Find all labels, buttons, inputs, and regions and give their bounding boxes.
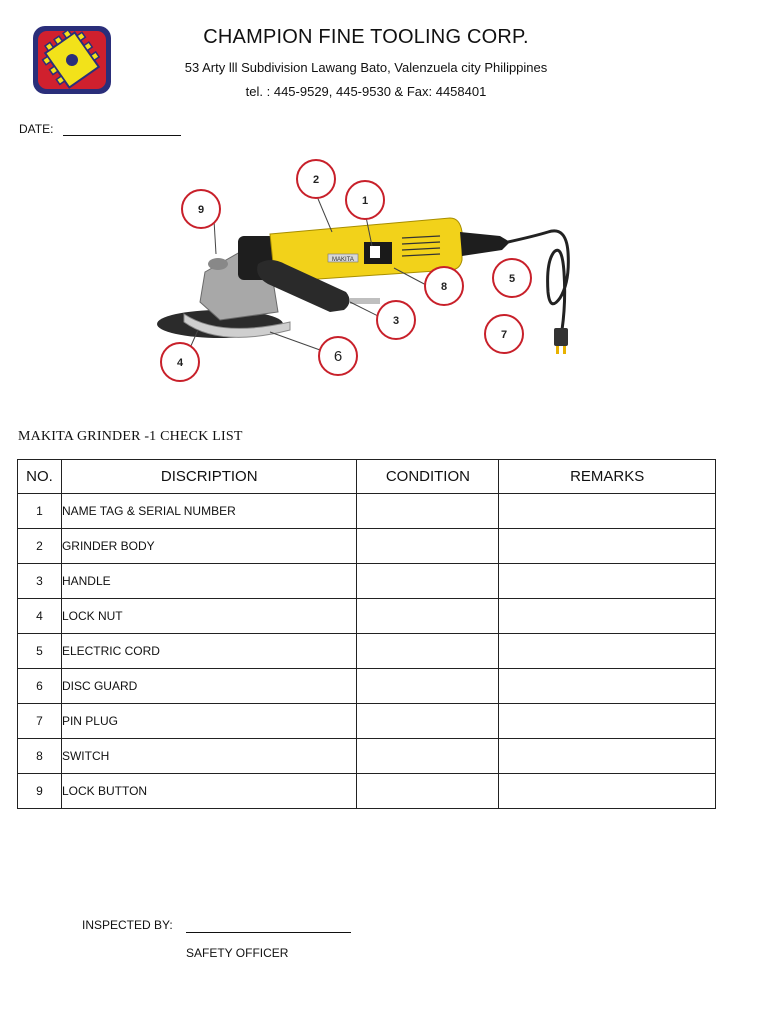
table-row xyxy=(18,634,716,669)
condition-cell[interactable] xyxy=(357,704,499,739)
row-number: 2 xyxy=(18,529,62,564)
remarks-cell[interactable] xyxy=(499,599,716,634)
remarks-cell[interactable] xyxy=(499,494,716,529)
inspected-by-label: INSPECTED BY: xyxy=(82,918,173,932)
remarks-cell[interactable] xyxy=(499,669,716,704)
row-number: 8 xyxy=(18,739,62,774)
row-description: GRINDER BODY xyxy=(61,529,357,564)
table-header-row xyxy=(18,460,716,494)
table-row xyxy=(18,529,716,564)
row-description: HANDLE xyxy=(61,564,357,599)
svg-text:4: 4 xyxy=(176,357,184,369)
table-row xyxy=(18,494,716,529)
remarks-cell[interactable] xyxy=(499,564,716,599)
svg-text:5: 5 xyxy=(508,273,516,285)
svg-text:2: 2 xyxy=(312,174,320,186)
svg-text:9: 9 xyxy=(197,204,205,216)
company-name: CHAMPION FINE TOOLING CORP. xyxy=(203,26,529,48)
row-number: 1 xyxy=(18,494,62,529)
checklist-table xyxy=(17,459,716,809)
inspector-signature-line[interactable] xyxy=(186,918,351,933)
callout-5 xyxy=(493,259,531,297)
table-row xyxy=(18,774,716,809)
table-row xyxy=(18,739,716,774)
callout-4 xyxy=(161,343,199,381)
callout-7 xyxy=(485,315,523,353)
column-header-description: DISCRIPTION xyxy=(61,460,357,494)
date-row xyxy=(19,122,181,136)
date-label: DATE: xyxy=(19,122,54,136)
date-blank-line[interactable] xyxy=(63,123,181,136)
row-description: LOCK NUT xyxy=(61,599,357,634)
condition-cell[interactable] xyxy=(357,669,499,704)
condition-cell[interactable] xyxy=(357,529,499,564)
row-description: NAME TAG & SERIAL NUMBER xyxy=(61,494,357,529)
checklist-title: MAKITA GRINDER -1 CHECK LIST xyxy=(18,429,243,444)
row-description: DISC GUARD xyxy=(61,669,357,704)
grinder-diagram xyxy=(150,152,590,402)
svg-text:3: 3 xyxy=(392,315,400,327)
remarks-cell[interactable] xyxy=(499,704,716,739)
row-description: PIN PLUG xyxy=(61,704,357,739)
column-header-remarks: REMARKS xyxy=(499,460,716,494)
condition-cell[interactable] xyxy=(357,739,499,774)
row-description: ELECTRIC CORD xyxy=(61,634,357,669)
row-description: SWITCH xyxy=(61,739,357,774)
svg-text:1: 1 xyxy=(361,195,369,207)
table-row xyxy=(18,564,716,599)
remarks-cell[interactable] xyxy=(499,634,716,669)
table-row xyxy=(18,704,716,739)
row-number: 5 xyxy=(18,634,62,669)
condition-cell[interactable] xyxy=(357,564,499,599)
callout-9 xyxy=(182,190,220,228)
remarks-cell[interactable] xyxy=(499,774,716,809)
row-number: 9 xyxy=(18,774,62,809)
callout-2 xyxy=(297,160,335,198)
svg-text:6: 6 xyxy=(333,348,343,365)
condition-cell[interactable] xyxy=(357,774,499,809)
callout-1 xyxy=(346,181,384,219)
table-row xyxy=(18,669,716,704)
remarks-cell[interactable] xyxy=(499,739,716,774)
condition-cell[interactable] xyxy=(357,634,499,669)
row-number: 6 xyxy=(18,669,62,704)
svg-text:8: 8 xyxy=(440,281,448,293)
row-number: 7 xyxy=(18,704,62,739)
remarks-cell[interactable] xyxy=(499,529,716,564)
condition-cell[interactable] xyxy=(357,494,499,529)
company-address: 53 Arty lll Subdivision Lawang Bato, Valenzuela city Philippines xyxy=(184,60,548,75)
condition-cell[interactable] xyxy=(357,599,499,634)
row-description: LOCK BUTTON xyxy=(61,774,357,809)
svg-text:7: 7 xyxy=(500,329,508,341)
callout-8 xyxy=(425,267,463,305)
row-number: 3 xyxy=(18,564,62,599)
grinder-brand-label: MAKITA xyxy=(332,257,354,263)
company-contact: tel. : 445-9529, 445-9530 & Fax: 4458401 xyxy=(245,84,487,99)
pin-plug xyxy=(554,328,568,346)
table-row xyxy=(18,599,716,634)
row-number: 4 xyxy=(18,599,62,634)
safety-officer-label: SAFETY OFFICER xyxy=(186,946,289,960)
callout-6 xyxy=(319,337,357,375)
column-header-no: NO. xyxy=(18,460,62,494)
column-header-condition: CONDITION xyxy=(357,460,499,494)
callout-3 xyxy=(377,301,415,339)
